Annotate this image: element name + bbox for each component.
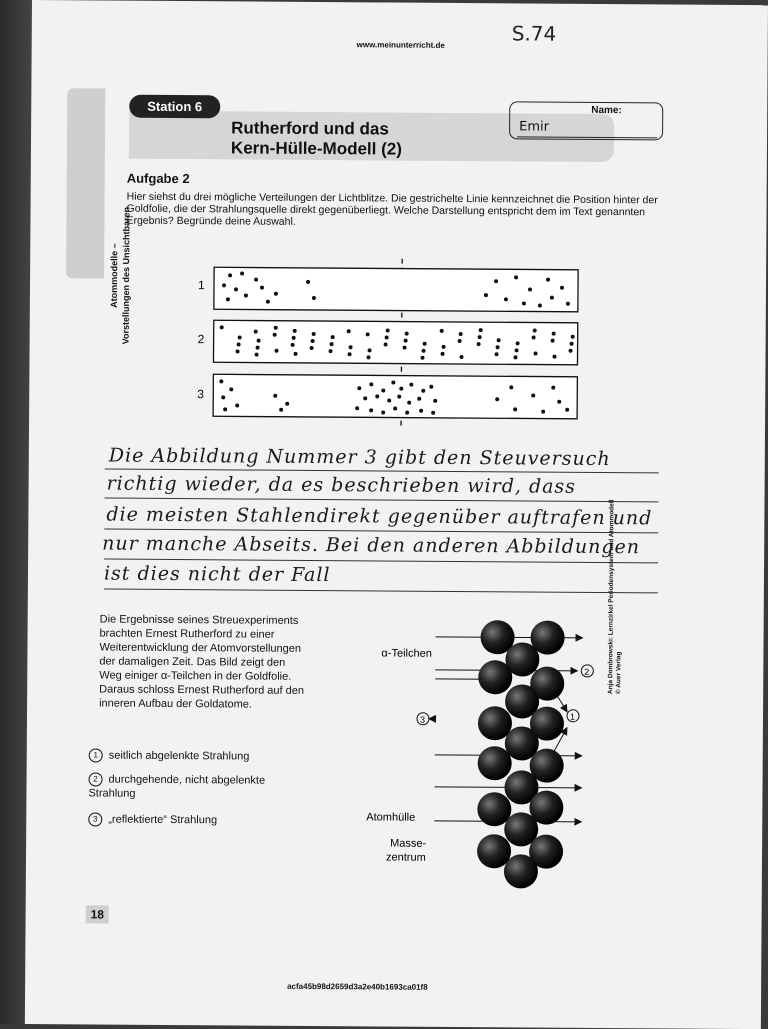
side-tab-line1: Atommodelle – xyxy=(108,196,121,356)
intro-text: Die Ergebnisse seines Streuexperiments brachten Ernest Rutherford zu einer Weiterentwicklung der Atomvorstellungen der damaligen Zeit. Das Bild zeigt den Weg einiger α-Teilchen in der Goldfolie. Daraus schloss Ernest Rutherford auf den inneren Aufbau der Goldatome. xyxy=(99,612,310,711)
atom-ball xyxy=(504,854,538,888)
side-tab xyxy=(66,88,105,278)
legend-item-2: 2 durchgehende, nicht abgelenkte Strahlung xyxy=(88,772,298,801)
answer-area xyxy=(32,0,768,5)
footer-hash: acfa45b98d2659d3a2e40b1693ca01f8 xyxy=(287,982,428,992)
distribution-1 xyxy=(198,267,578,312)
ruled-line-2 xyxy=(105,498,659,503)
name-label: Name: xyxy=(591,105,622,116)
worksheet-page xyxy=(25,0,768,1029)
task-heading: Aufgabe 2 xyxy=(127,171,190,186)
distribution-label-2: 2 xyxy=(198,332,205,346)
answer-line-4: nur manche Abseits. Bei den anderen Abbildungen xyxy=(102,533,640,559)
station-badge: Station 6 xyxy=(129,95,220,119)
page-number: 18 xyxy=(86,905,109,923)
page-title xyxy=(231,118,402,159)
marker-2: 2 xyxy=(584,667,589,677)
ruled-line-5 xyxy=(104,589,658,594)
side-tab-line2: Vorstellungen des Unsichtbaren xyxy=(120,196,133,356)
alpha-label: α-Teilchen xyxy=(381,647,431,659)
shell-label: Atomhülle xyxy=(366,811,415,823)
atom-ball xyxy=(478,660,512,694)
answer-line-5: ist dies nicht der Fall xyxy=(104,563,331,587)
marker-1: 1 xyxy=(570,712,575,722)
answer-line-2: richtig wieder, da es beschrieben wird, dass xyxy=(107,473,577,498)
distribution-label-3: 3 xyxy=(197,387,204,401)
rutherford-diagram xyxy=(366,614,608,896)
marker-3: 3 xyxy=(420,715,425,725)
title-line1: Rutherford und das xyxy=(231,118,402,139)
answer-line-3: die meisten Stahlendirekt gegenüber auftrafen und xyxy=(106,504,652,530)
legend-item-3: 3 „reflektierte“ Strahlung xyxy=(88,812,217,827)
mass-label-2: zentrum xyxy=(386,851,426,863)
distribution-2 xyxy=(197,320,577,365)
credit-text: Anja Dombrowski: Lernzirkel Periodensystem und Atommodell © Auer Verlag xyxy=(607,484,624,694)
distribution-label-1: 1 xyxy=(198,278,205,292)
mass-label-1: Masse- xyxy=(390,838,426,850)
handwritten-page-note: S.74 xyxy=(512,21,557,45)
atom-ball xyxy=(478,746,512,780)
distribution-diagram xyxy=(179,257,600,435)
answer-line-1: Die Abbildung Nummer 3 gibt den Steuversuch xyxy=(109,445,611,471)
legend-item-1: 1 seitlich abgelenkte Strahlung xyxy=(89,748,250,763)
header-url: www.meinunterricht.de xyxy=(357,40,445,50)
name-value: Emir xyxy=(519,119,549,134)
task-text: Hier siehst du drei mögliche Verteilungen der Lichtblitze. Die gestrichelte Linie kennzeichnet die Position hinter der Goldfolie, die der Strahlungsquelle direkt gegenüberliegt. Welche Darstellung entspricht dem im Text genannten Ergebnis? Begründe deine Auswahl. xyxy=(126,191,666,231)
title-line2: Kern-Hülle-Modell (2) xyxy=(231,138,402,159)
distribution-3 xyxy=(197,374,577,419)
